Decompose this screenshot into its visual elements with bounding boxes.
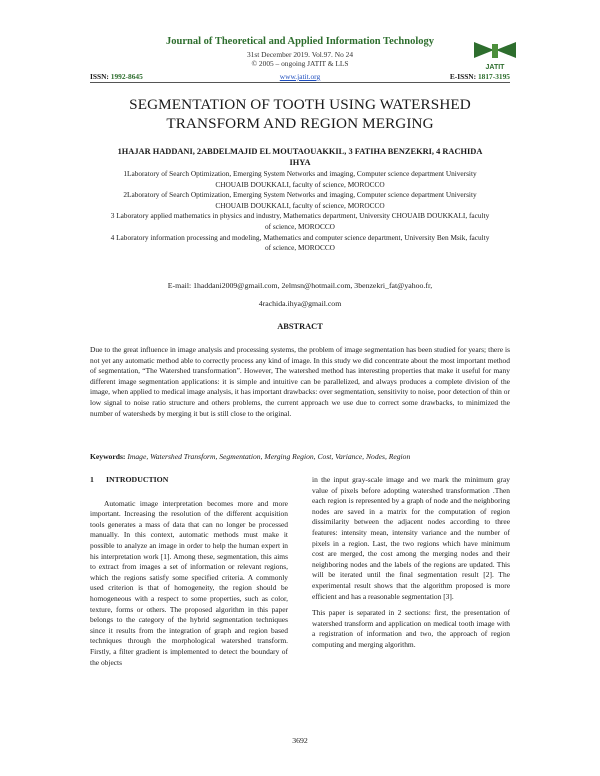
- affiliation-2: 2Laboratory of Search Optimization, Emerging System Networks and imaging, Computer science department University CHOUAIB DOUKKALI, faculty of science, MOROCCO: [123, 190, 477, 210]
- affiliations: [110, 169, 490, 254]
- section-title: INTRODUCTION: [106, 475, 169, 484]
- journal-date: 31st December 2019. Vol.97. No 24: [246, 50, 354, 59]
- abstract-text: Due to the great influence in image analysis and processing systems, the problem of image segmentation has been studied for years; there is not yet any automatic method able to correctly process any kind of image. In this study we did concentrate about the most important method of segmentation, “The Watershed transformation”. However, The watershed method has interesting properties that make it useful for many different image segmentation applications: it is simple and intuitive can be parallelized, and always produces a complete division of the image, when applied to medical image analysis, it has important drawbacks: over segmentation, sensitivity to noise, poor detection of thin or low signal to noise ratio structure and others problems, the current approach we use due to correct some drawbacks, to minimized the number of watersheds by merging it but is still close to the original.: [90, 345, 510, 418]
- issn: ISSN: 1992-8645: [90, 72, 143, 81]
- section-heading: [90, 475, 288, 486]
- page-number: 3692: [292, 736, 308, 745]
- section-number: 1: [90, 475, 94, 484]
- paragraph: This paper is separated in 2 sections: first, the presentation of watershed transform and application on medical tooth image with a registration of information and two, the approach of region computing and merging algorithm.: [312, 608, 510, 649]
- paragraph: Automatic image interpretation becomes more and more important. Increasing the resolution of the different acquisition tools generates a mass of data that can no longer be processed manually. In this context, automatic methods must make it possible to analyze an image in order to help the human expert in his interpretation work [1]. Among these, segmentation, this aims to extract from images a set of information or relevant regions, which the regions satisfy some specified criteria. A commonly used criterion is that of homogeneity, the region should be homogeneous with a respect to some properties, such as color, texture, forms or others. The proposed algorithm in this paper belongs to the category of the hybrid segmentation techniques since it results from the integration of graph and region based techniques through the morphological watershed transform. Firstly, a filter gradient is implemented to detect the boundary of the objects: [90, 498, 288, 667]
- email-block: [90, 277, 510, 313]
- author-list: 1HAJAR HADDANI, 2ABDELMAJID EL MOUTAOUAKKIL, 3 FATIHA BENZEKRI, 4 RACHIDA IHYA: [117, 147, 483, 167]
- keywords-label: Keywords:: [90, 452, 126, 461]
- journal-copyright: © 2005 – ongoing JATIT & LLS: [251, 59, 349, 68]
- keywords-text: Image, Watershed Transform, Segmentation, Merging Region, Cost, Variance, Nodes, Region: [127, 452, 411, 461]
- issn-header: [90, 72, 510, 86]
- abstract-heading: ABSTRACT: [277, 322, 323, 331]
- column-left: [90, 475, 288, 674]
- logo-text: JATIT: [485, 64, 505, 71]
- email-line-1: E-mail: 1haddani2009@gmail.com, 2elmsn@hotmail.com, 3benzekri_fat@yahoo.fr,: [167, 281, 433, 290]
- header-divider: [90, 82, 510, 83]
- keywords: [90, 452, 510, 461]
- journal-url-link[interactable]: www.jatit.org: [279, 72, 321, 81]
- jatit-logo-icon: [470, 38, 520, 72]
- affiliation-4: 4 Laboratory information processing and modeling, Mathematics and computer science department, University Ben Msik, faculty of science, MOROCCO: [110, 232, 490, 253]
- affiliation-1: 1Laboratory of Search Optimization, Emerging System Networks and imaging, Computer science department University CHOUAIB DOUKKALI, faculty of science, MOROCCO: [123, 169, 477, 189]
- paragraph: in the input gray-scale image and we mark the minimum gray value of pixels before adopting watershed transformation .Then each region is represented by a graph of node and the neighboring nodes are saved in a matrix for the computation of region dissimilarity between the adjacent nodes according to three features: intensity mean, intensity variance and the number of pixels in a region. Last, the two regions which have minimum cost are merged, the cost among the merging nodes and their neighboring nodes and the labels of the regions are updated. This will be iterated until the final segmentation result [2]. The experimental result shows that the algorithm proposed is more efficient and has a reasonable segmentation [3].: [312, 475, 510, 601]
- eissn: E-ISSN: 1817-3195: [449, 72, 510, 81]
- paper-title: SEGMENTATION OF TOOTH USING WATERSHED TRANSFORM AND REGION MERGING: [129, 96, 471, 132]
- email-line-2: 4rachida.ihya@gmail.com: [258, 299, 342, 308]
- affiliation-3: 3 Laboratory applied mathematics in physics and industry, Mathematics department, University CHOUAIB DOUKKALI, faculty of science, MOROCCO: [110, 211, 490, 231]
- journal-name: Journal of Theoretical and Applied Information Technology: [166, 36, 434, 47]
- column-right: [312, 475, 510, 657]
